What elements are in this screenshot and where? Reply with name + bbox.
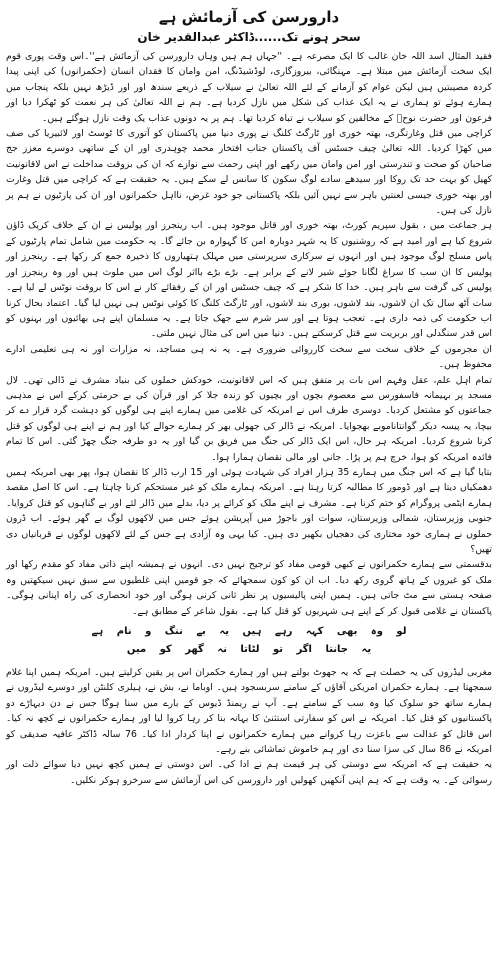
poem-couplet <box>6 623 492 659</box>
article-byline: سحر ہونے تک......ڈاکٹر عبدالقدیر خان <box>137 30 361 44</box>
article-title: دارورسن کی آزمائش ہے <box>158 8 340 26</box>
paragraph: فقید المثال اسد اللہ خان غالب کا ایک مصرعہ ہے۔ ''جہاں ہم ہیں وہاں دارورسن کی آزمائش ہے''۔اس وقت پوری قوم ایک سخت آزمائش میں مبتلا ہے۔ مہنگائی، بیروزگاری، لوڈشیڈنگ، امن وامان کا فقدان انسان (حکمرانوں) کی اپنی پیدا کردہ مصیبتیں ہیں لیکن عوام کو آزمانے کے لئے اللہ تعالیٰ نے سیلاب کے ذریعے سندھ اور اور ڈیڑھ نہیں بلکہ پنجاب میں ہمارے ہوئے تو ہماری نے یہ ایک عذاب کی شکل میں نازل کردیا ہے۔ ہم نے اللہ تعالیٰ کی ہر نعمت کو ٹھکرا دیا اور فرعون اور حضرت نوحؑ کے مخالفین کو سیلاب نے تباہ کردیا تھا۔ ہم پر یہ دونوں عذاب یک وقت نازل ہوگئے ہیں۔ <box>6 51 492 124</box>
paragraph: ہر جماعت میں ، بقول سپریم کورٹ، بھتہ خوری اور قاتل موجود ہیں۔ اب رینجرز اور پولیس نے ان کے خلاف کریک ڈاؤن شروع کیا ہے اور امید ہے کہ روشنیوں کا یہ شہر دوبارہ امن کا گہوارہ بن جائے گا۔ یہ حکومت میں شامل تمام پارٹیوں کے پاس مسلح لوگ موجود ہیں اور انہوں نے سرکاری سرپرستی میں مہلک ہتھیاروں کا ذخیرہ جمع کر رکھا ہے۔ رینجرز اور پولیس کا ان سب کا سراغ لگانا جوئے شیر لانے کے برابر ہے۔ بڑے بڑے بااثر لوگ اس میں ملوث ہیں اور وہ رینجرز اور پولیس کی گرفت سے باہر ہیں۔ خدا کا شکر ہے کہ چیف جسٹس اور ان کے رفقائے کار نے اس کا بروقت نوٹس لے لیا ہے۔ سات آٹھ سال تک ان لاشوں، بند لاشوں، بوری بند لاشوں، اور ٹارگٹ کلنگ کا کوئی نوٹس ہی نہیں لیا گیا۔ اعتماد بحال کرنا اب حکومت کی ذمہ داری ہے۔ تعجب ہوتا ہے اور سر شرم سے جھک جاتا ہے۔ یہ مسلمان اپنے ہی بھائیوں اور بہنوں کو اس قدر سنگدلی اور بربریت سے قتل کرسکتے ہیں۔ دنیا میں اس کی مثال نہیں ملتی۔ <box>6 220 492 340</box>
article-closing <box>6 665 492 788</box>
paragraph: ان مجرموں کے خلاف سخت سے سخت کارروائی ضروری ہے۔ یہ نہ ہی مساجد، نہ مزارات اور نہ ہی تعلیمی ادارے محفوظ ہیں۔ <box>6 343 492 371</box>
article-body <box>6 49 492 619</box>
paragraph: یہ حقیقت ہے کہ امریکہ سے دوستی کی ہر قیمت ہم نے ادا کی۔ اس دوستی نے ہمیں کچھ نہیں دیا سوائے ذلت اور رسوائی کے۔ یہ وقت ہے کہ ہم اپنی آنکھیں کھولیں اور دارورسن کی اس آزمائش سے سرخرو ہوکر نکلیں۔ <box>6 759 492 786</box>
paragraph: کراچی میں قتل وغارتگری، بھتہ خوری اور ٹارگٹ کلنگ نے پوری دنیا میں پاکستان کو آتوری کا ٹوسٹ اور لائبیریا کی صف میں کھڑا کردیا۔ اللہ تعالیٰ چیف جسٹس آف پاکستان جناب افتخار محمد چوہدری اور ان کے ساتھی دوسرے معزز جج صاحبان کو صحت و تندرستی اور امن وامان میں رکھے اور اپنی رحمت سے نوازے کہ ان کی بروقت مداخلت نے اس لاقانونیت کھیل کو بہت حد تک روکا اور سیدھے سادے لوگ سکون کا سانس لے سکے ہیں۔ یہ حقیقت ہے کہ کراچی میں قتل وغارت اور بھتہ خوری جیسی لعنتیں باہر سے نہیں آئیں بلکہ پاکستانی جو خود غرض، نااہل حکمرانوں اور ان کی پارٹیوں نے ہم پر نازل کی ہیں۔ <box>6 128 492 217</box>
paragraph: بتایا گیا ہے کہ اس جنگ میں ہمارے 35 ہزار افراد کی شہادت ہوئی اور 15 ارب ڈالر کا نقصان ہوا، پھر بھی امریکہ ہمیں دھمکیاں دیتا ہے اور ڈومور کا مطالبہ کرتا رہتا ہے۔ امریکہ ہمارے ملک کو غیر مستحکم کرنا چاہتا ہے۔ اس کا اصل مقصد ہمارے ایٹمی پروگرام کو ختم کرنا ہے۔ مشرف نے اپنے ملک کو کرائے پر دیا، بدلے میں ڈالر لئے اور بے گناہوں کو قتل کروایا۔ جنوبی وزیرستان، شمالی وزیرستان، سوات اور باجوڑ میں آپریشن ہوئے جس میں لاکھوں لوگ بے گھر ہوئے۔ اب ڈرون حملوں نے ہماری خود مختاری کی دھجیاں بکھیر دی ہیں۔ کیا یہی وہ آزادی ہے جس کے لئے لاکھوں لوگوں نے قربانیاں دی تھیں؟ <box>6 466 492 555</box>
poem-line-2: یہ جانتا اگر تو لٹاتا نہ گھر کو میں <box>126 644 372 656</box>
paragraph: تمام اہل علم، عقل وفہم اس بات پر متفق ہیں کہ اس لاقانونیت، خودکش حملوں کی بنیاد مشرف نے ڈالی تھی۔ لال مسجد پر بہیمانہ فاسفورس سے معصوم بچوں اور بچیوں کو زندہ جلا کر اور قرآن کی بے حرمتی کرکے اس نے مذہبی جماعتوں کو مشتعل کردیا۔ دوسری طرف اس نے امریکہ کی غلامی میں ہمارے اپنے ہی لوگوں کو دہشت گرد قرار دے کر بیچا، یہ پیسہ دیکر گوانتاناموبے بھجوایا۔ امریکہ نے ڈالر کی جھولی بھر کر ہمارے حوالے کیا اور ہم نے اپنے ہی لوگوں کو قتل کرنا شروع کردیا۔ امریکہ ہر حال، اس ایک ڈالر کی جنگ میں فریق بن گیا اور یہ دو طرفہ جنگ چھڑ گئی۔ اس کا تمام فائدہ امریکہ کو ہوا، خرچ ہم پر پڑا۔ جانی اور مالی نقصان ہمارا ہوا۔ <box>6 374 492 463</box>
poem-line-1: لو وہ بھی کہہ رہے ہیں یہ بے ننگ و نام ہے <box>91 626 407 638</box>
paragraph: بدقسمتی سے ہمارے حکمرانوں نے کبھی قومی مفاد کو ترجیح نہیں دی۔ انہوں نے ہمیشہ اپنے ذاتی مفاد کو مقدم رکھا اور ملک کو غیروں کے ہاتھ گروی رکھ دیا۔ اب ان کو کون سمجھائے کہ جو قومیں اپنی غلطیوں سے سبق نہیں سیکھتیں وہ صفحہ ہستی سے مٹ جاتی ہیں۔ ہمیں اپنی پالیسیوں پر نظر ثانی کرنی ہوگی اور خود انحصاری کی راہ اپنانی ہوگی۔ پاکستان نے غلامی قبول کر کے اپنے ہی شہریوں کو قتل کیا ہے۔ بقول شاعر کے مطابق ہے۔ <box>6 559 492 617</box>
paragraph: مغربی لیڈروں کی یہ خصلت ہے کہ یہ جھوٹ بولتے ہیں اور ہمارے حکمران اس پر یقین کرلیتے ہیں۔ امریکہ ہمیں اپنا غلام سمجھتا ہے۔ ہمارے حکمران امریکی آقاؤں کے سامنے سربسجود ہیں۔ اوباما نے، بش نے، ہیلری کلنٹن اور دوسرے لیڈروں نے ہمارے ساتھ جو سلوک کیا وہ سب کے سامنے ہے۔ آپ نے ریمنڈ ڈیوس کے بارے میں سنا ہوگا جس نے دن دیہاڑے دو پاکستانیوں کو قتل کیا۔ امریکہ نے اس کو سفارتی استثنیٰ کا بہانہ بنا کر رہا کروا لیا اور ہمارے حکمرانوں نے کچھ نہ کیا۔ اس قاتل کو عدالت سے باعزت رہا کروانے میں ہمارے حکمرانوں نے اپنا کردار ادا کیا۔ 76 سالہ ڈاکٹر عافیہ صدیقی کو امریکہ نے 86 سال کی سزا سنا دی اور ہم خاموش تماشائی بنے رہے۔ <box>6 667 492 756</box>
